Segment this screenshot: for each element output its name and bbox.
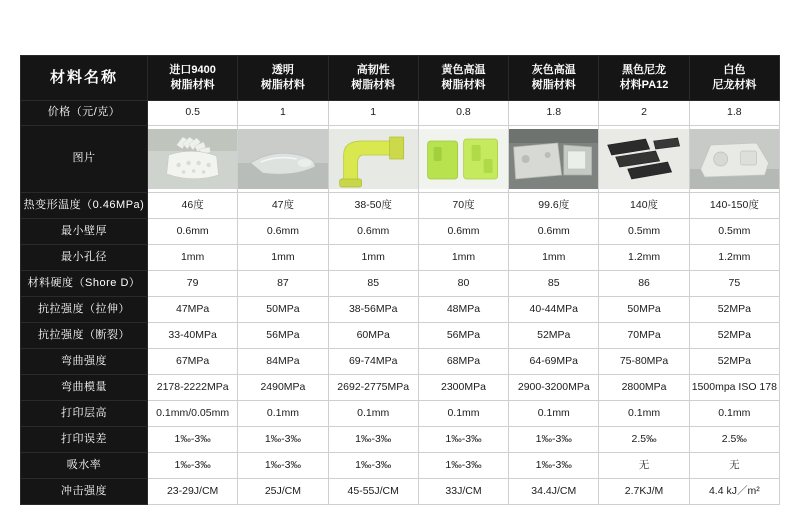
- column-header-2: [238, 56, 328, 101]
- row-label-tensile-strength: 抗拉强度（拉伸）: [21, 297, 148, 323]
- cell-tensile-6: 50MPa: [599, 297, 689, 323]
- transparent-lens-photo: [238, 129, 327, 189]
- cell-min-wall-7: 0.5mm: [689, 219, 779, 245]
- table-row: [21, 427, 780, 453]
- cell-break-2: 56MPa: [238, 323, 328, 349]
- column-header-1: [148, 56, 238, 101]
- cell-tensile-1: 47MPa: [148, 297, 238, 323]
- cell-hdt-4: 70度: [418, 193, 508, 219]
- cell-break-4: 56MPa: [418, 323, 508, 349]
- column-header-6-line2: 材料PA12: [619, 79, 669, 91]
- column-header-4: [418, 56, 508, 101]
- cell-layer-4: 0.1mm: [418, 401, 508, 427]
- row-label-layer-height: 打印层高: [21, 401, 148, 427]
- cell-flexural-4: 68MPa: [418, 349, 508, 375]
- cell-water-5: 1‰-3‰: [509, 453, 599, 479]
- cell-impact-5: 34.4J/CM: [509, 479, 599, 505]
- column-header-3: [328, 56, 418, 101]
- grey-housing-photo: [509, 129, 598, 189]
- cell-impact-3: 45-55J/CM: [328, 479, 418, 505]
- row-label-price: 价格（元/克）: [21, 101, 148, 126]
- cell-hdt-3: 38-50度: [328, 193, 418, 219]
- cell-flexural-5: 64-69MPa: [509, 349, 599, 375]
- cell-layer-2: 0.1mm: [238, 401, 328, 427]
- cell-layer-1: 0.1mm/0.05mm: [148, 401, 238, 427]
- row-label-break-strength: 抗拉强度（断裂）: [21, 323, 148, 349]
- row-label-water-absorption: 吸水率: [21, 453, 148, 479]
- column-header-2-line2: 树脂材料: [260, 79, 305, 91]
- table-row: [21, 193, 780, 219]
- cell-modulus-5: 2900-3200MPa: [509, 375, 599, 401]
- cell-break-3: 60MPa: [328, 323, 418, 349]
- cell-min-wall-4: 0.6mm: [418, 219, 508, 245]
- cell-modulus-6: 2800MPa: [599, 375, 689, 401]
- material-comparison-table: [20, 55, 780, 505]
- cell-layer-3: 0.1mm: [328, 401, 418, 427]
- row-label-min-wall: 最小壁厚: [21, 219, 148, 245]
- cell-layer-6: 0.1mm: [599, 401, 689, 427]
- row-label-flexural-strength: 弯曲强度: [21, 349, 148, 375]
- cell-impact-1: 23-29J/CM: [148, 479, 238, 505]
- cell-flexural-3: 69-74MPa: [328, 349, 418, 375]
- cell-price-6: 2: [599, 101, 689, 126]
- table-row-images: [21, 126, 780, 193]
- cell-min-wall-5: 0.6mm: [509, 219, 599, 245]
- column-header-4-line1: 黄色高温: [441, 64, 486, 77]
- cell-layer-5: 0.1mm: [509, 401, 599, 427]
- green-block-photo: [419, 129, 508, 189]
- cell-hdt-7: 140-150度: [689, 193, 779, 219]
- cell-hardness-5: 85: [509, 271, 599, 297]
- cell-flexural-7: 52MPa: [689, 349, 779, 375]
- row-label-image: 图片: [21, 126, 148, 193]
- table-row: [21, 101, 780, 126]
- cell-impact-7: 4.4 kJ／m²: [689, 479, 779, 505]
- cell-modulus-3: 2692-2775MPa: [328, 375, 418, 401]
- column-header-6-line1: 黑色尼龙: [622, 64, 667, 77]
- cell-hdt-6: 140度: [599, 193, 689, 219]
- table-row: [21, 245, 780, 271]
- cell-tolerance-2: 1‰-3‰: [238, 427, 328, 453]
- cell-price-5: 1.8: [509, 101, 599, 126]
- cell-tensile-3: 38-56MPa: [328, 297, 418, 323]
- table-corner-label: 材料名称: [21, 56, 148, 101]
- cell-tensile-2: 50MPa: [238, 297, 328, 323]
- cell-tensile-7: 52MPa: [689, 297, 779, 323]
- cell-tolerance-4: 1‰-3‰: [418, 427, 508, 453]
- cell-break-7: 52MPa: [689, 323, 779, 349]
- row-label-print-tolerance: 打印误差: [21, 427, 148, 453]
- cell-flexural-6: 75-80MPa: [599, 349, 689, 375]
- cell-min-wall-6: 0.5mm: [599, 219, 689, 245]
- cell-flexural-2: 84MPa: [238, 349, 328, 375]
- green-elbow-photo: [329, 129, 418, 189]
- cell-water-6: 无: [599, 453, 689, 479]
- table-row: [21, 349, 780, 375]
- cell-price-4: 0.8: [418, 101, 508, 126]
- row-label-flexural-modulus: 弯曲模量: [21, 375, 148, 401]
- cell-min-hole-3: 1mm: [328, 245, 418, 271]
- cell-water-1: 1‰-3‰: [148, 453, 238, 479]
- column-header-1-line2: 树脂材料: [170, 79, 215, 91]
- cell-break-6: 70MPa: [599, 323, 689, 349]
- row-label-min-hole: 最小孔径: [21, 245, 148, 271]
- cell-image-3: [328, 126, 418, 193]
- cell-hdt-5: 99.6度: [509, 193, 599, 219]
- cell-hardness-6: 86: [599, 271, 689, 297]
- column-header-1-line1: 进口9400: [169, 64, 216, 77]
- cell-tolerance-3: 1‰-3‰: [328, 427, 418, 453]
- table-row: [21, 375, 780, 401]
- cell-water-7: 无: [689, 453, 779, 479]
- cell-min-wall-3: 0.6mm: [328, 219, 418, 245]
- cell-hdt-2: 47度: [238, 193, 328, 219]
- cell-tolerance-6: 2.5‰: [599, 427, 689, 453]
- cell-min-hole-1: 1mm: [148, 245, 238, 271]
- cell-min-hole-2: 1mm: [238, 245, 328, 271]
- cell-image-2: [238, 126, 328, 193]
- row-label-impact-strength: 冲击强度: [21, 479, 148, 505]
- cell-price-1: 0.5: [148, 101, 238, 126]
- cell-price-7: 1.8: [689, 101, 779, 126]
- cell-modulus-7: 1500mpa ISO 178: [689, 375, 779, 401]
- column-header-5: [509, 56, 599, 101]
- row-label-hdt: 热变形温度（0.46MPa): [21, 193, 148, 219]
- cell-hardness-2: 87: [238, 271, 328, 297]
- table-header-row: [21, 56, 780, 101]
- white-nylon-housing-photo: [690, 129, 779, 189]
- cell-image-5: [509, 126, 599, 193]
- column-header-7-line1: 白色: [723, 64, 746, 77]
- column-header-7-line2: 尼龙材料: [712, 79, 757, 91]
- cell-hardness-4: 80: [418, 271, 508, 297]
- cell-tensile-4: 48MPa: [418, 297, 508, 323]
- fan-part-photo: [148, 129, 237, 189]
- cell-min-hole-5: 1mm: [509, 245, 599, 271]
- table-row: [21, 401, 780, 427]
- column-header-4-line2: 树脂材料: [441, 79, 486, 91]
- table-row: [21, 323, 780, 349]
- column-header-5-line2: 树脂材料: [531, 79, 576, 91]
- cell-tensile-5: 40-44MPa: [509, 297, 599, 323]
- cell-min-wall-1: 0.6mm: [148, 219, 238, 245]
- cell-impact-6: 2.7KJ/M: [599, 479, 689, 505]
- cell-break-1: 33-40MPa: [148, 323, 238, 349]
- cell-image-1: [148, 126, 238, 193]
- cell-water-3: 1‰-3‰: [328, 453, 418, 479]
- cell-impact-4: 33J/CM: [418, 479, 508, 505]
- column-header-5-line1: 灰色高温: [531, 64, 576, 77]
- table-row: [21, 297, 780, 323]
- column-header-7: [689, 56, 779, 101]
- cell-image-7: [689, 126, 779, 193]
- cell-tolerance-5: 1‰-3‰: [509, 427, 599, 453]
- cell-tolerance-1: 1‰-3‰: [148, 427, 238, 453]
- cell-modulus-1: 2178-2222MPa: [148, 375, 238, 401]
- cell-min-wall-2: 0.6mm: [238, 219, 328, 245]
- cell-min-hole-6: 1.2mm: [599, 245, 689, 271]
- row-label-hardness: 材料硬度（Shore D）: [21, 271, 148, 297]
- cell-flexural-1: 67MPa: [148, 349, 238, 375]
- cell-water-4: 1‰-3‰: [418, 453, 508, 479]
- cell-min-hole-4: 1mm: [418, 245, 508, 271]
- cell-modulus-2: 2490MPa: [238, 375, 328, 401]
- cell-price-3: 1: [328, 101, 418, 126]
- cell-tolerance-7: 2.5‰: [689, 427, 779, 453]
- table-row: [21, 271, 780, 297]
- cell-modulus-4: 2300MPa: [418, 375, 508, 401]
- column-header-2-line1: 透明: [271, 64, 294, 77]
- cell-price-2: 1: [238, 101, 328, 126]
- cell-hardness-7: 75: [689, 271, 779, 297]
- cell-hdt-1: 46度: [148, 193, 238, 219]
- cell-image-4: [418, 126, 508, 193]
- cell-hardness-1: 79: [148, 271, 238, 297]
- black-nylon-bars-photo: [599, 129, 688, 189]
- cell-water-2: 1‰-3‰: [238, 453, 328, 479]
- cell-min-hole-7: 1.2mm: [689, 245, 779, 271]
- column-header-6: [599, 56, 689, 101]
- cell-image-6: [599, 126, 689, 193]
- table-row: [21, 219, 780, 245]
- table-row: [21, 479, 780, 505]
- column-header-3-line1: 高韧性: [356, 64, 390, 77]
- cell-impact-2: 25J/CM: [238, 479, 328, 505]
- table-row: [21, 453, 780, 479]
- cell-break-5: 52MPa: [509, 323, 599, 349]
- cell-hardness-3: 85: [328, 271, 418, 297]
- column-header-3-line2: 树脂材料: [351, 79, 396, 91]
- cell-layer-7: 0.1mm: [689, 401, 779, 427]
